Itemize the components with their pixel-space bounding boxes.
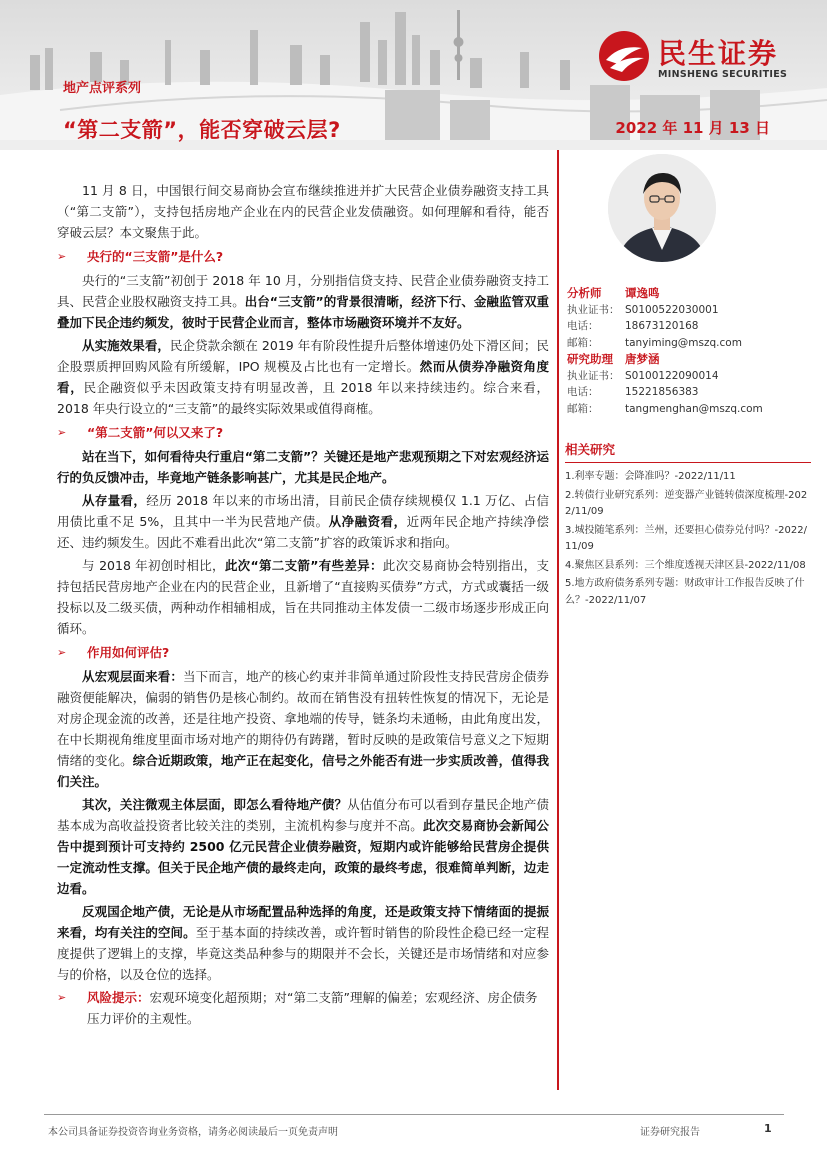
bold-span: 然而从债券净融资角度看， [57,359,549,395]
analyst-photo [608,154,716,262]
paragraph [57,555,549,639]
logo-text-en: MINSHENG SECURITIES [658,69,788,80]
email-label: 邮箱： [567,402,599,415]
series-label: 地产点评系列 [63,81,142,96]
bold-span: 其次，关注微观主体层面，即怎么看待地产债？ [82,797,348,812]
risk-text-block [87,987,549,1029]
intro-paragraph: 11 月 8 日，中国银行间交易商协会宣布继续推进并扩大民营企业债券融资支持工具（“第二支箭”），支持包括房地产企业在内的民营企业发债融资。如何理解和看待，能否穿破云层？本文聚焦于此。 [57,183,549,240]
assistant-phone: 15221856383 [625,386,699,398]
bold-span: 站在当下，如何看待央行重启“第二支箭”？关键还是地产悲观预期之下对宏观经济运行的负反馈冲击，毕竟地产链条影响甚广，尤其是民企地产。 [57,449,549,485]
assistant-email[interactable]: tangmenghan@mszq.com [625,402,763,415]
assistant-cert-row [567,368,807,385]
assistant-email-row [567,401,807,418]
paragraph [57,270,549,333]
analyst-email-row [567,335,807,352]
section-heading-2 [57,422,549,443]
text-span: 民企融资似乎未因政策支持有明显改善，且 2018 年以来持续违约。综合来看，2018 年央行设立的“三支箭”的最终实际效果或值得商榷。 [57,380,549,416]
page-number: 1 [764,1122,772,1135]
bold-span: 从存量看， [82,493,147,508]
text-span: 至于基本面的持续改善，或许暂时销售的阶段性企稳已经一定程度提供了逻辑上的支撑，毕竟这类品种参与的期限并不会长，关键还是市场情绪和对应参与的价格，以及仓位的选择。 [57,925,549,982]
related-research-title: 相关研究 [565,440,811,463]
paragraph [57,794,549,899]
cert-label: 执业证书： [567,369,620,382]
main-content [57,180,549,1029]
company-logo [598,30,804,86]
related-item[interactable]: 3.城投随笔系列：兰州，还要担心债券兑付吗？-2022/11/09 [565,524,807,552]
related-item[interactable]: 5.地方政府债务系列专题：财政审计工作报告反映了什么？-2022/11/07 [565,578,805,606]
bold-span: 出台“三支箭”的背景很清晰，经济下行、金融监管双重叠加下民企违约频发，彼时于民营企业而言，整体市场融资环境并不友好。 [57,294,549,330]
text-span: 民企贷款余额在 2019 年有阶段性提升后整体增速仍处下滑区间；民企股票质押回购风险有所缓解，IPO 规模及占比也有一定增长。 [57,338,549,374]
analyst-portrait-image [608,154,716,262]
text-span: 从估值分布可以看到存量民企地产债基本成为高收益投资者比较关注的类别，主流机构参与度并不高。 [57,797,549,833]
related-item[interactable]: 1.利率专题：会降准吗？-2022/11/11 [565,471,736,482]
report-title: “第二支箭”，能否穿破云层? [63,118,341,142]
bold-span: 此次交易商协会新闻公告中提到预计可支持约 2500 亿元民营企业债券融资，短期内或许能够给民营房企提供一定流动性支撑。但关于民企地产债的最终走向，政策的最终考虑，很难简单判断，边走边看。 [57,818,549,896]
logo-text-cn: 民生证券 [658,37,779,70]
analyst-cert-row [567,302,807,319]
risk-label: 风险提示： [87,990,150,1005]
bold-span: 反观国企地产债，无论是从市场配置品种选择的角度，还是政策支持下情绪面的提振来看，均有关注的空间。 [57,904,549,940]
arrow-bullet-icon: ➢ [57,991,67,1004]
arrow-bullet-icon: ➢ [57,426,67,439]
email-label: 邮箱： [567,336,599,349]
assistant-name: 唐梦涵 [625,352,660,366]
header-banner [0,0,827,150]
text-span: 央行的“三支箭”初创于 2018 年 10 月，分别指信贷支持、民营企业债券融资支持工具、民营企业股权融资支持工具。 [57,273,549,309]
assistant-role-row [567,351,807,368]
text-span: 近两年民企地产持续净偿还、违约频发生。因此不难看出此次“第二支箭”扩容的政策诉求和指向。 [57,514,549,550]
footer-divider [44,1114,784,1115]
related-item[interactable]: 4.聚焦区县系列：三个维度透视天津区县-2022/11/08 [565,559,806,571]
cert-label: 执业证书： [567,303,620,316]
column-divider [557,150,559,1090]
section-heading-text: 作用如何评估? [87,645,170,660]
related-item[interactable]: 2.转债行业研究系列：逆变器产业链转债深度梳理-2022/11/09 [565,489,808,517]
text-span: 此次交易商协会特别指出，支持包括民营房地产企业在内的民营企业，且新增了“直接购买债券”方式，方式或囊括一级投标以及二级买债，两种动作相辅相成，旨在共同推动主体发债一二级市场逐步形成正向循环。 [57,558,549,636]
assistant-cert: S0100122090014 [625,369,719,382]
analyst-role: 分析师 [567,286,602,300]
report-date: 2022 年 11 月 13 日 [615,119,770,137]
paragraph [57,666,549,792]
phone-label: 电话： [567,386,599,398]
analyst-name: 谭逸鸣 [625,286,660,300]
analyst-phone-row [567,318,807,335]
bold-span: 综合近期政策，地产正在起变化，信号之外能否有进一步实质改善，值得我们关注。 [57,753,549,789]
analyst-phone: 18673120168 [625,320,699,332]
related-research [565,440,811,611]
text-span: 经历 2018 年以来的市场出清，目前民企债存续规模仅 1.1 万亿、占信用债比重不足 5%，且其中一半为民营地产债。 [57,493,549,529]
paragraph [57,335,549,419]
bold-span: 此次“第二支箭”有些差异： [224,558,383,573]
arrow-bullet-icon: ➢ [57,250,67,263]
risk-warning [57,987,549,1029]
bold-span: 从实施效果看， [82,338,170,353]
phone-label: 电话： [567,320,599,332]
paragraph [57,490,549,553]
logo-mark-icon [598,30,650,82]
analyst-email[interactable]: tanyiming@mszq.com [625,336,742,349]
text-span: 当下而言，地产的核心约束并非简单通过阶段性支持民营房企债券融资便能解决，偏弱的销售仍是核心制约。故而在销售没有扭转性恢复的情况下，无论是对房企现金流的改善，还是往地产投资、拿地端的传导，链条均未通畅，由此角度出发，在中长期视角维度里面市场对地产的期待仍有踌躇，暂时反映的是政策信号意义之下短期情绪的变化。 [57,669,549,768]
section-heading-text: 央行的“三支箭”是什么? [87,249,224,264]
arrow-bullet-icon: ➢ [57,646,67,659]
text-span: 与 2018 年初创时相比， [82,558,225,573]
footer-report-type: 证券研究报告 [640,1127,700,1138]
paragraph [57,446,549,488]
assistant-phone-row [567,384,807,401]
assistant-role: 研究助理 [567,352,613,366]
paragraph [57,901,549,985]
section-heading-3 [57,642,549,663]
footer-disclaimer: 本公司具备证券投资咨询业务资格，请务必阅读最后一页免责声明 [48,1127,338,1138]
analyst-cert: S0100522030001 [625,303,719,316]
bold-span: 从净融资看， [328,514,407,529]
analyst-info [567,285,807,417]
bold-span: 从宏观层面来看： [82,669,183,684]
section-heading-1 [57,246,549,267]
risk-text: 宏观环境变化超预期；对“第二支箭”理解的偏差；宏观经济、房企债务压力评价的主观性。 [87,990,538,1026]
section-heading-text: “第二支箭”何以又来了? [87,425,224,440]
analyst-role-row [567,285,807,302]
